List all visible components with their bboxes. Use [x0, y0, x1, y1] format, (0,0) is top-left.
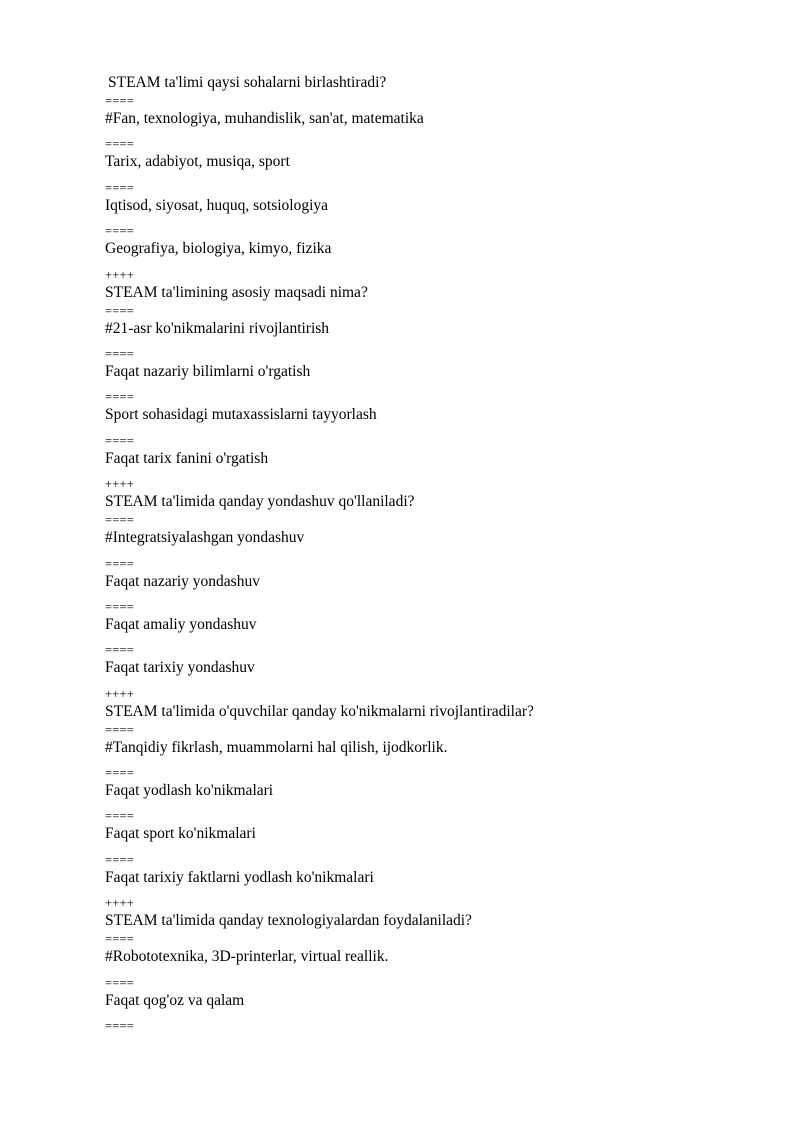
answer-option: Faqat tarixiy yondashuv	[105, 659, 255, 677]
question-separator: ++++	[105, 686, 134, 701]
answer-option: #Tanqidiy fikrlash, muammolarni hal qilish, ijodkorlik.	[105, 738, 448, 756]
answer-option: Faqat nazariy bilimlarni o'rgatish	[105, 362, 311, 380]
question-text: STEAM ta'limi qaysi sohalarni birlashtiradi?	[108, 74, 387, 91]
question-text: STEAM ta'limining asosiy maqsadi nima?	[105, 283, 368, 301]
answer-separator: ====	[105, 346, 134, 361]
question-separator: ++++	[105, 896, 134, 911]
answer-option: Sport sohasidagi mutaxassislarni tayyorlash	[105, 406, 377, 424]
answer-separator: ====	[105, 180, 134, 195]
answer-separator: ====	[105, 224, 134, 239]
answer-option: #Integratsiyalashgan yondashuv	[105, 529, 305, 547]
answer-option: Iqtisod, siyosat, huquq, sotsiologiya	[105, 196, 329, 214]
answer-separator: ====	[105, 766, 134, 781]
answer-option: Faqat tarixiy faktlarni yodlash ko'nikmalari	[105, 868, 374, 886]
answer-separator: ====	[105, 643, 134, 658]
answer-option: #Robototexnika, 3D-printerlar, virtual reallik.	[105, 948, 389, 966]
answer-separator: ====	[105, 513, 134, 528]
answer-separator: ====	[105, 556, 134, 571]
question-separator: ++++	[105, 477, 134, 492]
answer-option: Faqat amaliy yondashuv	[105, 615, 257, 633]
answer-option: Faqat tarix fanini o'rgatish	[105, 449, 269, 467]
question-text: STEAM ta'limida qanday yondashuv qo'llaniladi?	[105, 493, 415, 511]
quiz-content	[105, 72, 745, 1033]
answer-separator: ====	[105, 932, 134, 947]
answer-separator: ====	[105, 137, 134, 152]
answer-option: #21-asr ko'nikmalarini rivojlantirish	[105, 319, 330, 337]
answer-option: Faqat sport ko'nikmalari	[105, 825, 256, 843]
answer-option: Faqat qog'oz va qalam	[105, 991, 245, 1009]
answer-separator: ====	[105, 303, 134, 318]
question-text: STEAM ta'limida o'quvchilar qanday ko'nikmalarni rivojlantiradilar?	[105, 702, 534, 720]
answer-separator: ====	[105, 975, 134, 990]
answer-option: Geografiya, biologiya, kimyo, fizika	[105, 240, 332, 258]
answer-option: Faqat yodlash ko'nikmalari	[105, 782, 274, 800]
question-text: STEAM ta'limida qanday texnologiyalardan foydalaniladi?	[105, 912, 472, 930]
question-separator: ++++	[105, 267, 134, 282]
answer-separator: ====	[105, 1019, 134, 1034]
answer-separator: ====	[105, 809, 134, 824]
answer-option: Tarix, adabiyot, musiqa, sport	[105, 153, 290, 171]
answer-separator: ====	[105, 599, 134, 614]
answer-separator: ====	[105, 433, 134, 448]
answer-option: #Fan, texnologiya, muhandislik, san'at, matematika	[105, 110, 424, 127]
answer-separator: ====	[105, 94, 134, 108]
answer-separator: ====	[105, 390, 134, 405]
answer-separator: ====	[105, 852, 134, 867]
answer-option: Faqat nazariy yondashuv	[105, 572, 260, 590]
answer-separator: ====	[105, 722, 134, 737]
